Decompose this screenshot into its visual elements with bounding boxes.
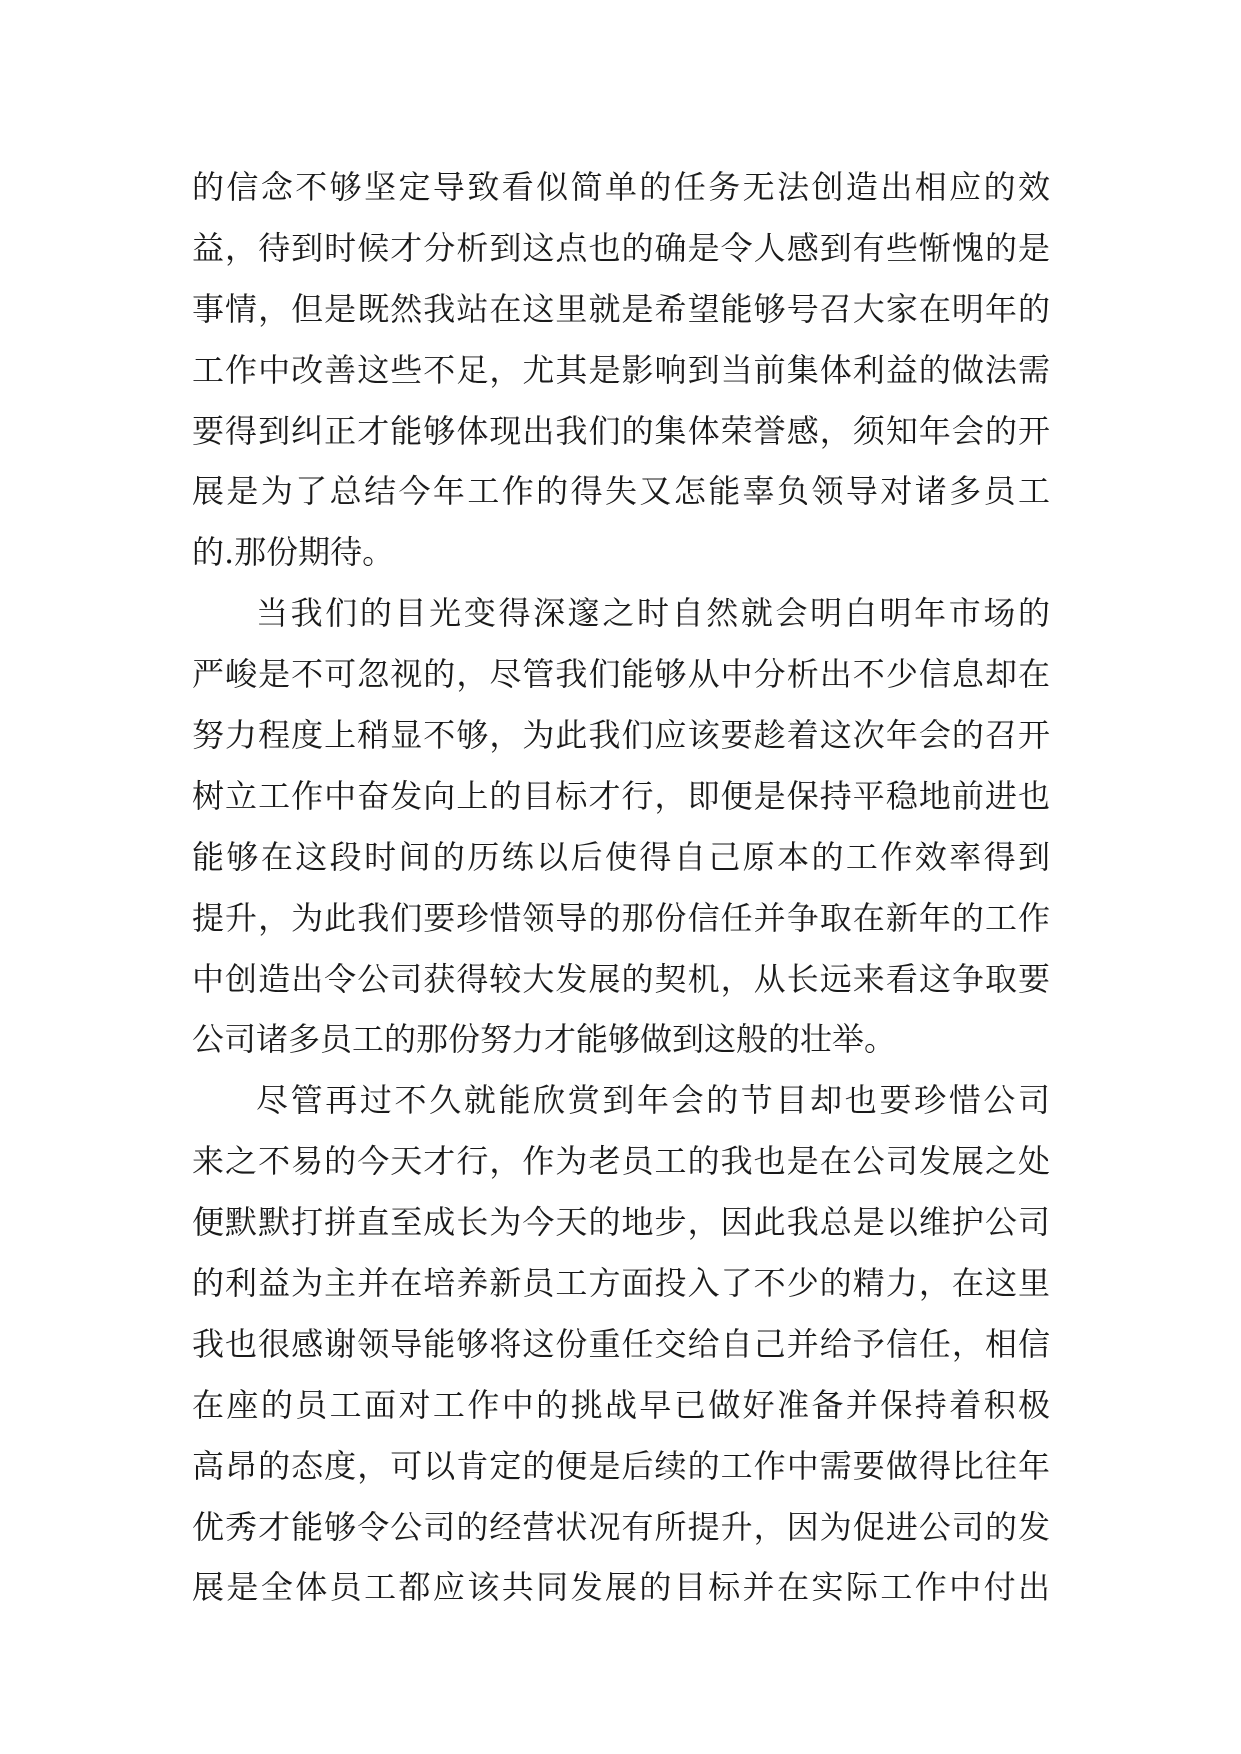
text-line: 尽管再过不久就能欣赏到年会的节目却也要珍惜公司	[256, 1081, 1050, 1120]
text-line: 的.那份期待。	[192, 533, 395, 572]
text-line: 提升，为此我们要珍惜领导的那份信任并争取在新年的工作	[192, 898, 1050, 937]
text-line: 高昂的态度，可以肯定的便是后续的工作中需要做得比往年	[192, 1446, 1050, 1485]
text-line: 当我们的目光变得深邃之时自然就会明白明年市场的	[256, 594, 1050, 633]
text-line: 公司诸多员工的那份努力才能够做到这般的壮举。	[192, 1020, 897, 1059]
text-line: 展是为了总结今年工作的得失又怎能辜负领导对诸多员工	[192, 472, 1050, 511]
text-line: 树立工作中奋发向上的目标才行，即便是保持平稳地前进也	[192, 776, 1050, 815]
text-line: 严峻是不可忽视的，尽管我们能够从中分析出不少信息却在	[192, 655, 1050, 694]
document-body	[192, 157, 1050, 1618]
text-line: 努力程度上稍显不够，为此我们应该要趁着这次年会的召开	[192, 716, 1050, 755]
text-line: 我也很感谢领导能够将这份重任交给自己并给予信任，相信	[192, 1324, 1050, 1363]
text-line: 便默默打拼直至成长为今天的地步，因此我总是以维护公司	[192, 1203, 1050, 1242]
text-line: 的利益为主并在培养新员工方面投入了不少的精力，在这里	[192, 1264, 1050, 1303]
text-line: 的信念不够坚定导致看似简单的任务无法创造出相应的效	[192, 168, 1050, 206]
text-line: 在座的员工面对工作中的挑战早已做好准备并保持着积极	[192, 1385, 1050, 1424]
paragraph-3	[192, 1070, 1050, 1618]
paragraph-2	[192, 583, 1050, 1070]
text-line: 来之不易的今天才行，作为老员工的我也是在公司发展之处	[192, 1142, 1050, 1181]
text-line: 益，待到时候才分析到这点也的确是令人感到有些惭愧的是	[192, 228, 1050, 267]
text-line: 展是全体员工都应该共同发展的目标并在实际工作中付出	[192, 1568, 1050, 1607]
text-line: 能够在这段时间的历练以后使得自己原本的工作效率得到	[192, 837, 1050, 876]
text-line: 工作中改善这些不足，尤其是影响到当前集体利益的做法需	[192, 350, 1050, 389]
text-line: 事情，但是既然我站在这里就是希望能够号召大家在明年的	[192, 289, 1050, 328]
text-line: 优秀才能够令公司的经营状况有所提升，因为促进公司的发	[192, 1507, 1050, 1546]
text-line: 中创造出令公司获得较大发展的契机，从长远来看这争取要	[192, 959, 1050, 998]
paragraph-1	[192, 157, 1050, 583]
text-line: 要得到纠正才能够体现出我们的集体荣誉感，须知年会的开	[192, 411, 1050, 450]
